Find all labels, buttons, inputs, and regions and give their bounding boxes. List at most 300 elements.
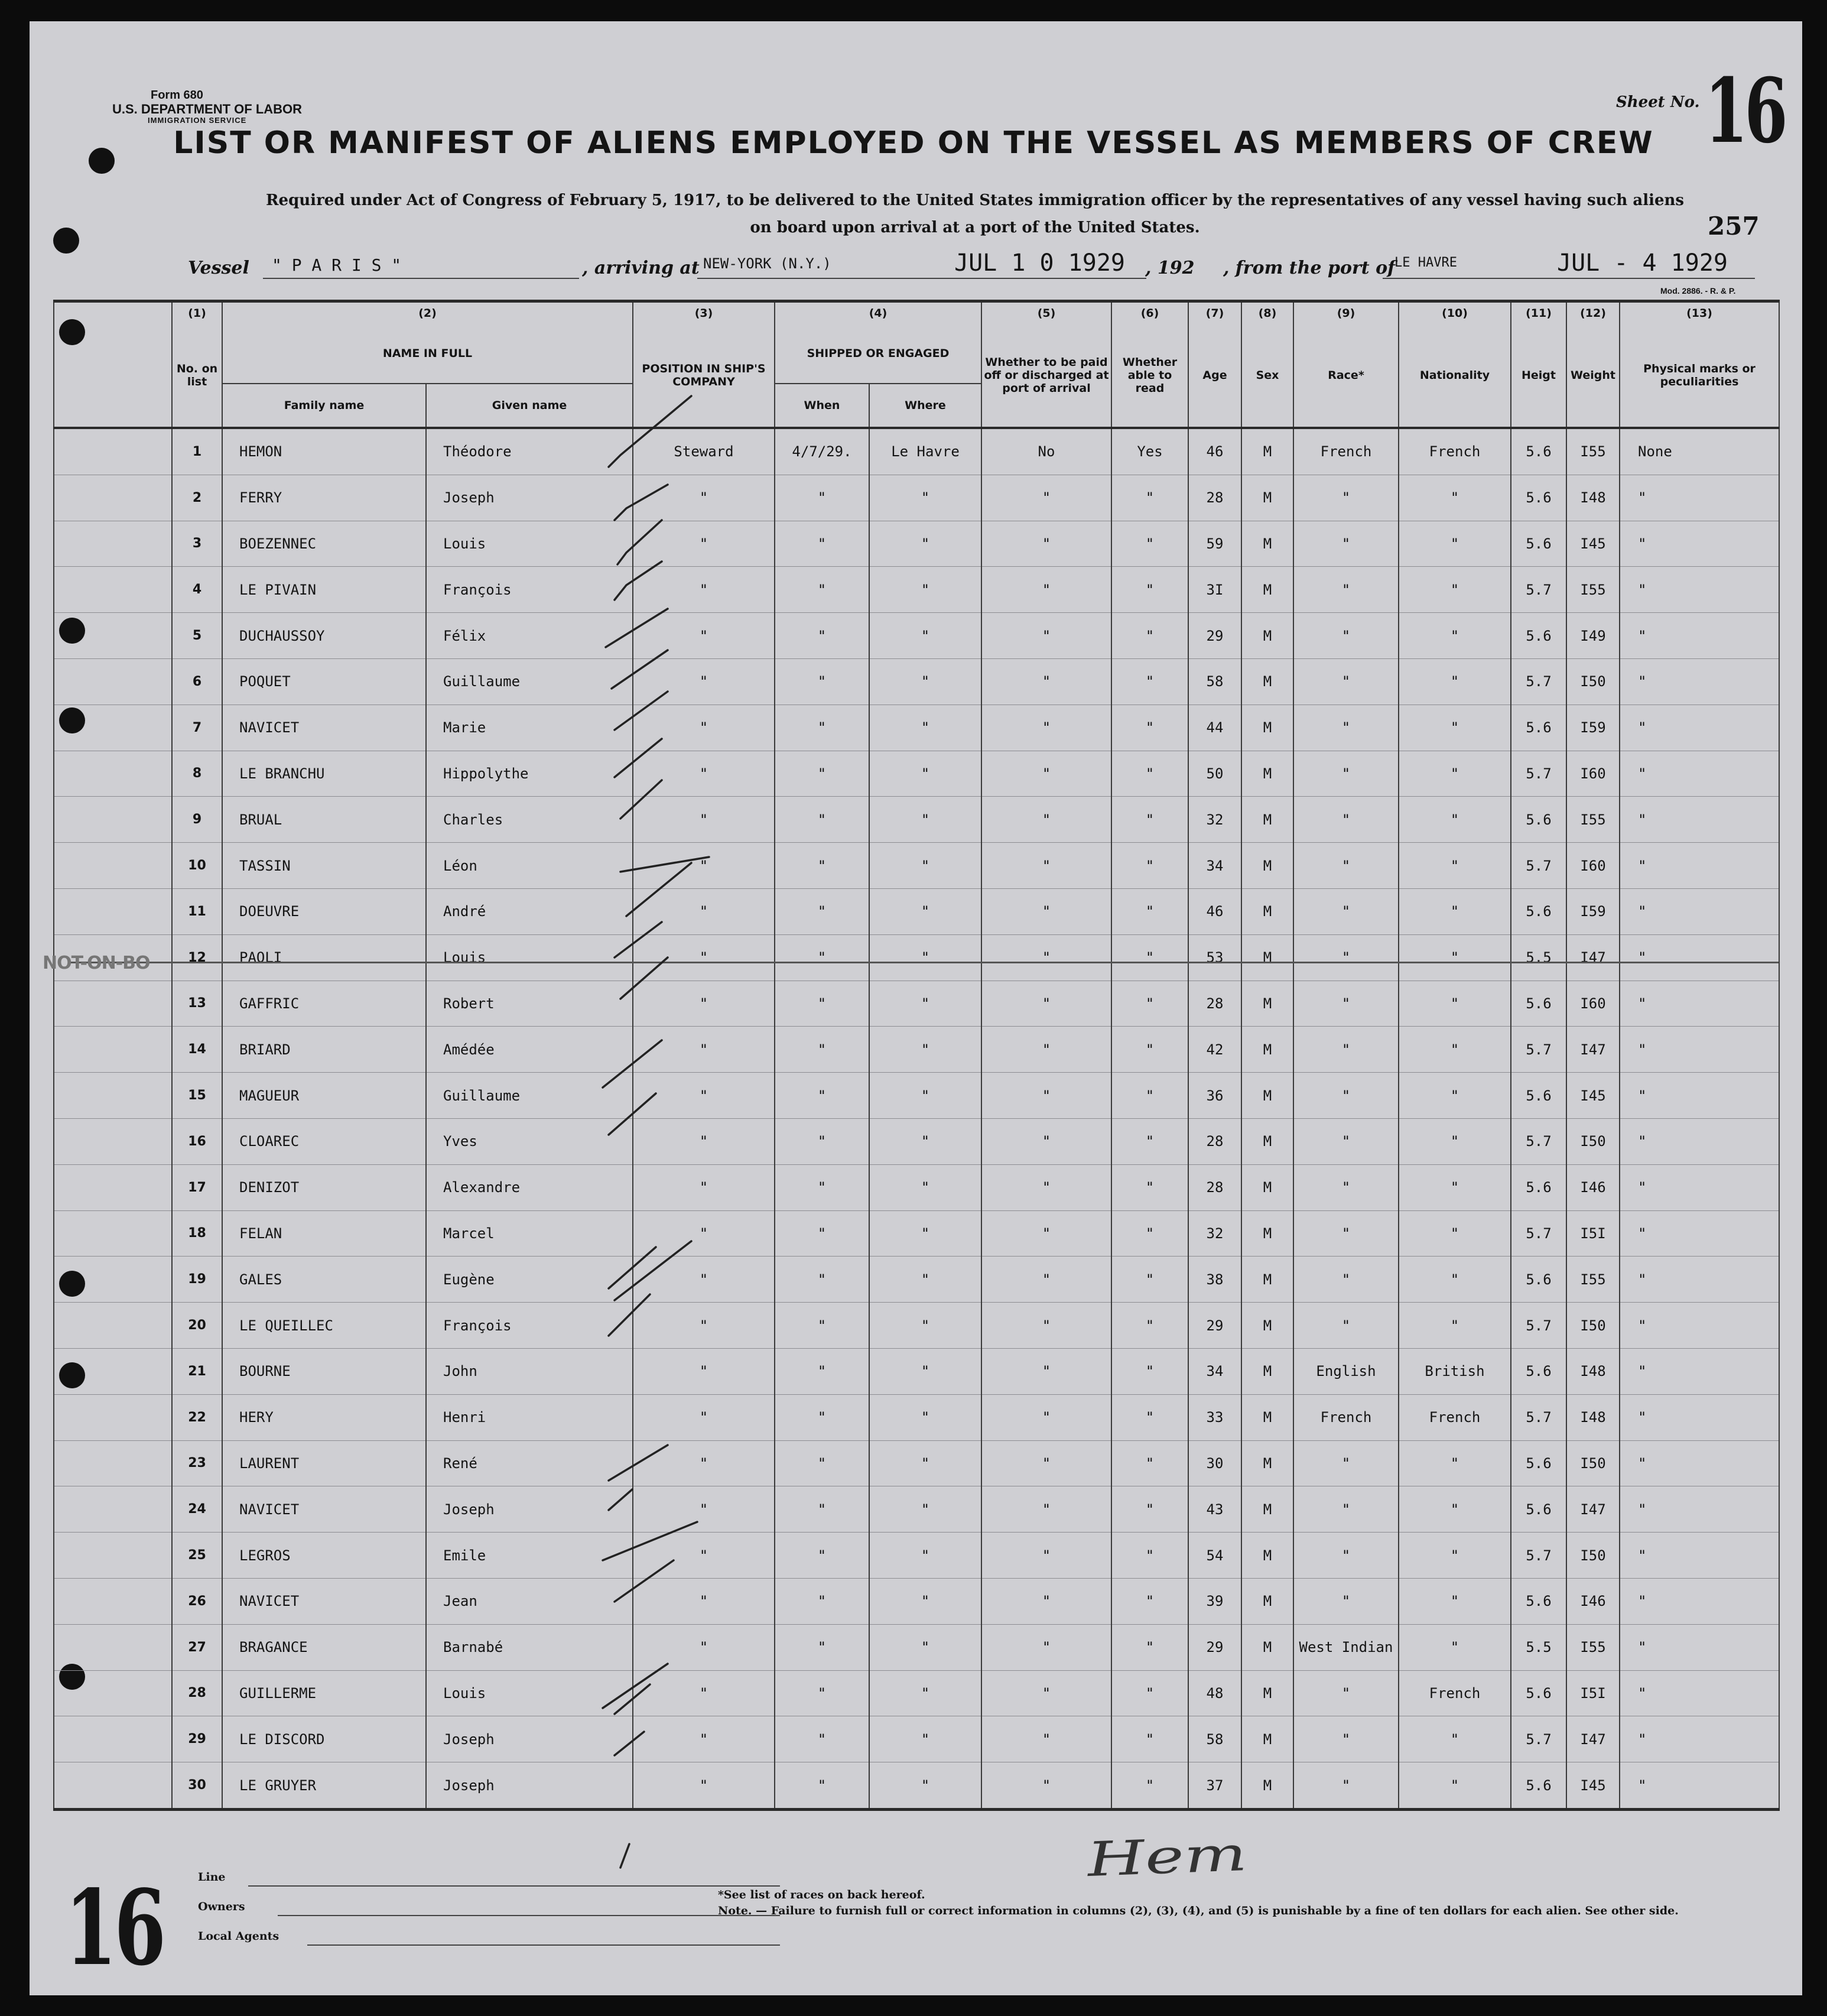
cell-sex: M (1241, 1303, 1293, 1349)
cell-able-to-read: " (1111, 843, 1188, 889)
cell-height: 5.5 (1511, 934, 1566, 981)
cell-shipped-where: " (869, 705, 981, 751)
cell-no: 13 (172, 981, 222, 1027)
header-paid-off: Whether to be paid off or discharged at port of arrival (981, 324, 1111, 428)
header-height: Heigt (1511, 324, 1566, 428)
cell-shipped-where: " (869, 1348, 981, 1394)
cell-position: " (633, 1303, 775, 1349)
cell-shipped-where: " (869, 567, 981, 613)
cell-given-name: René (426, 1440, 633, 1486)
cell-sex: M (1241, 1762, 1293, 1810)
cell-shipped-where: " (869, 1578, 981, 1624)
sheet-label: Sheet No. (1616, 93, 1700, 111)
header-position: POSITION IN SHIP'S COMPANY (633, 324, 775, 428)
cell-age: 30 (1188, 1440, 1241, 1486)
cell-height: 5.7 (1511, 751, 1566, 797)
cell-shipped-where: " (869, 981, 981, 1027)
cell-height: 5.6 (1511, 521, 1566, 567)
cell-no: 12 (172, 934, 222, 981)
arriving-port: NEW-YORK (N.Y.) (703, 255, 831, 272)
cell-given-name: Emile (426, 1533, 633, 1579)
cell-shipped-where: " (869, 521, 981, 567)
cell-position: " (633, 1762, 775, 1810)
cell-race: " (1293, 613, 1399, 659)
cell-weight: I47 (1566, 934, 1620, 981)
cell-race: " (1293, 1762, 1399, 1810)
requirement-line-1: Required under Act of Congress of February 5, 1917, to be delivered to the United States immigration officer by the representatives of any vessel having such aliens (265, 191, 1685, 209)
page-title: LIST OR MANIFEST OF ALIENS EMPLOYED ON THE VESSEL AS MEMBERS OF CREW (173, 125, 1654, 161)
cell-shipped-where: " (869, 888, 981, 934)
header-age: Age (1188, 324, 1241, 428)
cell-nationality: " (1399, 1164, 1511, 1210)
cell-shipped-where: " (869, 658, 981, 705)
cell-given-name: Louis (426, 934, 633, 981)
cell-nationality: " (1399, 1533, 1511, 1579)
cell-nationality: " (1399, 658, 1511, 705)
cell-nationality: " (1399, 751, 1511, 797)
header-name-in-full: NAME IN FULL (222, 324, 633, 384)
cell-race: " (1293, 981, 1399, 1027)
cell-position: " (633, 888, 775, 934)
cell-height: 5.7 (1511, 1394, 1566, 1440)
cell-family-name: PAOLI (222, 934, 426, 981)
cell-nationality: " (1399, 1073, 1511, 1119)
cell-marks: " (1620, 1670, 1779, 1716)
cell-race: French (1293, 428, 1399, 475)
header-race: Race* (1293, 324, 1399, 428)
cell-age: 32 (1188, 797, 1241, 843)
cell-family-name: CLOAREC (222, 1118, 426, 1164)
cell-sex: M (1241, 1027, 1293, 1073)
col-num-1: (1) (172, 301, 222, 324)
cell-given-name: Louis (426, 521, 633, 567)
header-where: Where (869, 384, 981, 428)
cell-marks: " (1620, 1348, 1779, 1394)
cell-family-name: POQUET (222, 658, 426, 705)
cell-weight: I5I (1566, 1210, 1620, 1257)
col-num-2: (2) (222, 301, 633, 324)
cell-shipped-when: " (775, 888, 869, 934)
cell-weight: I60 (1566, 751, 1620, 797)
cell-position: " (633, 843, 775, 889)
cell-nationality: French (1399, 1670, 1511, 1716)
cell-height: 5.6 (1511, 1762, 1566, 1810)
cell-marks: " (1620, 705, 1779, 751)
cell-marks: " (1620, 1533, 1779, 1579)
cell-race: " (1293, 1257, 1399, 1303)
cell-able-to-read: " (1111, 1073, 1188, 1119)
sheet-number: 16 (1705, 59, 1784, 163)
cell-given-name: Barnabé (426, 1624, 633, 1670)
cell-age: 58 (1188, 1716, 1241, 1762)
header-able-to-read: Whether able to read (1111, 324, 1188, 428)
cell-sex: M (1241, 1210, 1293, 1257)
header-marks: Physical marks or peculiarities (1620, 324, 1779, 428)
cell-shipped-where: " (869, 934, 981, 981)
cell-weight: I50 (1566, 1303, 1620, 1349)
cell-weight: I46 (1566, 1578, 1620, 1624)
cell-position: " (633, 1027, 775, 1073)
cell-paid-off: " (981, 1440, 1111, 1486)
cell-given-name: François (426, 1303, 633, 1349)
from-label: , from the port of (1223, 258, 1396, 278)
col-num-11: (11) (1511, 301, 1566, 324)
cell-height: 5.6 (1511, 1257, 1566, 1303)
cell-no: 25 (172, 1533, 222, 1579)
cell-age: 34 (1188, 1348, 1241, 1394)
cell-able-to-read: " (1111, 934, 1188, 981)
cell-paid-off: " (981, 1533, 1111, 1579)
cell-sex: M (1241, 1716, 1293, 1762)
cell-marks: " (1620, 1578, 1779, 1624)
stamp-number: 257 (1708, 212, 1760, 241)
cell-weight: I48 (1566, 1348, 1620, 1394)
cell-able-to-read: " (1111, 658, 1188, 705)
cell-shipped-when: 4/7/29. (775, 428, 869, 475)
cell-age: 50 (1188, 751, 1241, 797)
cell-shipped-when: " (775, 1624, 869, 1670)
cell-weight: I45 (1566, 1762, 1620, 1810)
cell-shipped-when: " (775, 1303, 869, 1349)
cell-no: 11 (172, 888, 222, 934)
cell-paid-off: " (981, 1303, 1111, 1349)
cell-able-to-read: " (1111, 475, 1188, 521)
cell-age: 46 (1188, 888, 1241, 934)
cell-no: 28 (172, 1670, 222, 1716)
cell-weight: I50 (1566, 658, 1620, 705)
cell-race: West Indian (1293, 1624, 1399, 1670)
cell-family-name: GAFFRIC (222, 981, 426, 1027)
cell-family-name: LE GRUYER (222, 1762, 426, 1810)
cell-able-to-read: " (1111, 567, 1188, 613)
cell-position: " (633, 1486, 775, 1533)
cell-position: " (633, 613, 775, 659)
cell-marks: " (1620, 797, 1779, 843)
cell-sex: M (1241, 934, 1293, 981)
cell-shipped-where: " (869, 797, 981, 843)
cell-height: 5.6 (1511, 1164, 1566, 1210)
cell-marks: " (1620, 475, 1779, 521)
cell-given-name: John (426, 1348, 633, 1394)
cell-paid-off: " (981, 475, 1111, 521)
cell-shipped-where: " (869, 1027, 981, 1073)
cell-height: 5.7 (1511, 1303, 1566, 1349)
cell-family-name: BOURNE (222, 1348, 426, 1394)
cell-weight: I48 (1566, 475, 1620, 521)
col-num-3: (3) (633, 301, 775, 324)
cell-able-to-read: " (1111, 751, 1188, 797)
cell-weight: I50 (1566, 1440, 1620, 1486)
cell-position: " (633, 1394, 775, 1440)
cell-no: 21 (172, 1348, 222, 1394)
cell-age: 43 (1188, 1486, 1241, 1533)
cell-able-to-read: " (1111, 888, 1188, 934)
cell-able-to-read: " (1111, 1303, 1188, 1349)
cell-sex: M (1241, 1670, 1293, 1716)
cell-age: 53 (1188, 934, 1241, 981)
cell-given-name: Félix (426, 613, 633, 659)
cell-shipped-when: " (775, 567, 869, 613)
cell-shipped-when: " (775, 1348, 869, 1394)
cell-able-to-read: " (1111, 521, 1188, 567)
cell-sex: M (1241, 1257, 1293, 1303)
cell-age: 48 (1188, 1670, 1241, 1716)
cell-height: 5.7 (1511, 1716, 1566, 1762)
cell-shipped-when: " (775, 1027, 869, 1073)
cell-marks: " (1620, 1164, 1779, 1210)
cell-height: 5.6 (1511, 981, 1566, 1027)
cell-able-to-read: " (1111, 1394, 1188, 1440)
cell-height: 5.6 (1511, 1578, 1566, 1624)
cell-age: 42 (1188, 1027, 1241, 1073)
cell-family-name: GUILLERME (222, 1670, 426, 1716)
cell-no: 6 (172, 658, 222, 705)
cell-age: 3I (1188, 567, 1241, 613)
cell-shipped-when: " (775, 981, 869, 1027)
cell-shipped-when: " (775, 613, 869, 659)
cell-race: " (1293, 843, 1399, 889)
cell-position: " (633, 521, 775, 567)
col-num-6: (6) (1111, 301, 1188, 324)
cell-weight: I50 (1566, 1533, 1620, 1579)
cell-paid-off: No (981, 428, 1111, 475)
cell-shipped-when: " (775, 751, 869, 797)
cell-no: 20 (172, 1303, 222, 1349)
cell-family-name: LE PIVAIN (222, 567, 426, 613)
cell-family-name: HEMON (222, 428, 426, 475)
cell-height: 5.7 (1511, 843, 1566, 889)
cell-shipped-where: " (869, 751, 981, 797)
cell-sex: M (1241, 1578, 1293, 1624)
cell-race: " (1293, 797, 1399, 843)
cell-height: 5.5 (1511, 1624, 1566, 1670)
cell-marks: " (1620, 1303, 1779, 1349)
cell-family-name: HERY (222, 1394, 426, 1440)
cell-paid-off: " (981, 521, 1111, 567)
cell-sex: M (1241, 613, 1293, 659)
cell-marks: " (1620, 521, 1779, 567)
cell-shipped-when: " (775, 797, 869, 843)
cell-race: " (1293, 1027, 1399, 1073)
cell-paid-off: " (981, 888, 1111, 934)
cell-given-name: Henri (426, 1394, 633, 1440)
cell-able-to-read: " (1111, 1348, 1188, 1394)
cell-nationality: " (1399, 1762, 1511, 1810)
cell-able-to-read: " (1111, 1578, 1188, 1624)
cell-nationality: " (1399, 1257, 1511, 1303)
cell-weight: I48 (1566, 1394, 1620, 1440)
cell-age: 46 (1188, 428, 1241, 475)
cell-family-name: BOEZENNEC (222, 521, 426, 567)
cell-shipped-where: " (869, 1394, 981, 1440)
cell-family-name: MAGUEUR (222, 1073, 426, 1119)
cell-age: 59 (1188, 521, 1241, 567)
cell-family-name: DUCHAUSSOY (222, 613, 426, 659)
cell-height: 5.7 (1511, 1210, 1566, 1257)
cell-race: " (1293, 1440, 1399, 1486)
cell-given-name: André (426, 888, 633, 934)
year-label: , 192 (1145, 258, 1195, 278)
cell-shipped-when: " (775, 1716, 869, 1762)
cell-race: " (1293, 1578, 1399, 1624)
cell-race: " (1293, 1164, 1399, 1210)
cell-weight: I55 (1566, 428, 1620, 475)
cell-able-to-read: " (1111, 1533, 1188, 1579)
cell-sex: M (1241, 1533, 1293, 1579)
cell-weight: I47 (1566, 1486, 1620, 1533)
cell-marks: " (1620, 567, 1779, 613)
cell-shipped-when: " (775, 1578, 869, 1624)
cell-no: 14 (172, 1027, 222, 1073)
cell-sex: M (1241, 981, 1293, 1027)
cell-shipped-when: " (775, 1257, 869, 1303)
cell-able-to-read: " (1111, 705, 1188, 751)
col-num-10: (10) (1399, 301, 1511, 324)
cell-paid-off: " (981, 1670, 1111, 1716)
col-num-4: (4) (775, 301, 981, 324)
cell-weight: I59 (1566, 705, 1620, 751)
cell-position: " (633, 981, 775, 1027)
cell-family-name: BRIARD (222, 1027, 426, 1073)
line-label: Line (198, 1871, 226, 1884)
cell-paid-off: " (981, 1624, 1111, 1670)
cell-age: 29 (1188, 1624, 1241, 1670)
cell-shipped-when: " (775, 1670, 869, 1716)
cell-paid-off: " (981, 705, 1111, 751)
cell-nationality: " (1399, 705, 1511, 751)
cell-weight: I55 (1566, 1257, 1620, 1303)
cell-shipped-where: " (869, 1257, 981, 1303)
cell-paid-off: " (981, 658, 1111, 705)
cell-weight: I47 (1566, 1716, 1620, 1762)
cell-given-name: Joseph (426, 1762, 633, 1810)
cell-marks: " (1620, 934, 1779, 981)
cell-race: " (1293, 521, 1399, 567)
col-num-8: (8) (1241, 301, 1293, 324)
cell-able-to-read: " (1111, 1164, 1188, 1210)
cell-race: English (1293, 1348, 1399, 1394)
cell-given-name: Robert (426, 981, 633, 1027)
header-given-name: Given name (426, 384, 633, 428)
cell-race: " (1293, 1210, 1399, 1257)
cell-marks: " (1620, 1118, 1779, 1164)
cell-sex: M (1241, 428, 1293, 475)
cell-no: 16 (172, 1118, 222, 1164)
cell-given-name: Joseph (426, 1486, 633, 1533)
cell-sex: M (1241, 658, 1293, 705)
cell-weight: I47 (1566, 1027, 1620, 1073)
cell-shipped-where: " (869, 1670, 981, 1716)
cell-marks: " (1620, 1716, 1779, 1762)
mod-code: Mod. 2886. - R. & P. (1660, 286, 1736, 296)
cell-marks: " (1620, 1762, 1779, 1810)
cell-family-name: TASSIN (222, 843, 426, 889)
cell-age: 37 (1188, 1762, 1241, 1810)
cell-height: 5.6 (1511, 1440, 1566, 1486)
cell-nationality: " (1399, 1118, 1511, 1164)
cell-weight: I60 (1566, 981, 1620, 1027)
cell-height: 5.6 (1511, 705, 1566, 751)
cell-family-name: BRUAL (222, 797, 426, 843)
cell-paid-off: " (981, 1348, 1111, 1394)
cell-nationality: " (1399, 475, 1511, 521)
cell-given-name: Marcel (426, 1210, 633, 1257)
cell-sex: M (1241, 1348, 1293, 1394)
cell-race: " (1293, 751, 1399, 797)
cell-age: 32 (1188, 1210, 1241, 1257)
cell-shipped-where: " (869, 1303, 981, 1349)
cell-paid-off: " (981, 1257, 1111, 1303)
cell-able-to-read: " (1111, 981, 1188, 1027)
cell-race: " (1293, 1073, 1399, 1119)
cell-position: " (633, 1118, 775, 1164)
cell-paid-off: " (981, 613, 1111, 659)
header-nationality: Nationality (1399, 324, 1511, 428)
cell-given-name: Eugène (426, 1257, 633, 1303)
cell-nationality: " (1399, 567, 1511, 613)
cell-shipped-when: " (775, 843, 869, 889)
cell-family-name: NAVICET (222, 1486, 426, 1533)
cell-age: 33 (1188, 1394, 1241, 1440)
cell-height: 5.6 (1511, 475, 1566, 521)
cell-nationality: " (1399, 1716, 1511, 1762)
col-num-7: (7) (1188, 301, 1241, 324)
cell-able-to-read: " (1111, 1210, 1188, 1257)
cell-nationality: " (1399, 521, 1511, 567)
cell-shipped-where: " (869, 843, 981, 889)
cell-nationality: " (1399, 934, 1511, 981)
cell-paid-off: " (981, 1762, 1111, 1810)
cell-given-name: Charles (426, 797, 633, 843)
cell-race: " (1293, 1716, 1399, 1762)
requirement-line-2: on board upon arrival at a port of the United States. (750, 219, 1200, 236)
cell-position: " (633, 1578, 775, 1624)
cell-no: 8 (172, 751, 222, 797)
races-note: *See list of races on back hereof. (718, 1888, 925, 1901)
departure-date-stamp: JUL - 4 1929 (1557, 249, 1728, 277)
cell-given-name: Marie (426, 705, 633, 751)
cell-family-name: LE QUEILLEC (222, 1303, 426, 1349)
cell-height: 5.6 (1511, 428, 1566, 475)
vessel-label: Vessel (188, 258, 249, 278)
cell-able-to-read: " (1111, 1118, 1188, 1164)
cell-no: 4 (172, 567, 222, 613)
cell-sex: M (1241, 1440, 1293, 1486)
cell-sex: M (1241, 843, 1293, 889)
cell-race: " (1293, 1533, 1399, 1579)
cell-nationality: " (1399, 1624, 1511, 1670)
cell-nationality: French (1399, 1394, 1511, 1440)
cell-race: " (1293, 658, 1399, 705)
cell-given-name: Alexandre (426, 1164, 633, 1210)
cell-given-name: Joseph (426, 1716, 633, 1762)
cell-nationality: " (1399, 1303, 1511, 1349)
cell-no: 5 (172, 613, 222, 659)
cell-sex: M (1241, 1486, 1293, 1533)
cell-paid-off: " (981, 1210, 1111, 1257)
cell-race: " (1293, 705, 1399, 751)
cell-shipped-where: " (869, 1440, 981, 1486)
cell-given-name: Jean (426, 1578, 633, 1624)
cell-position: " (633, 1624, 775, 1670)
owners-label: Owners (198, 1900, 245, 1913)
cell-shipped-when: " (775, 475, 869, 521)
departure-port: LE HAVRE (1394, 255, 1457, 270)
cell-race: " (1293, 1303, 1399, 1349)
cell-given-name: Yves (426, 1118, 633, 1164)
cell-paid-off: " (981, 1578, 1111, 1624)
cell-sex: M (1241, 1073, 1293, 1119)
